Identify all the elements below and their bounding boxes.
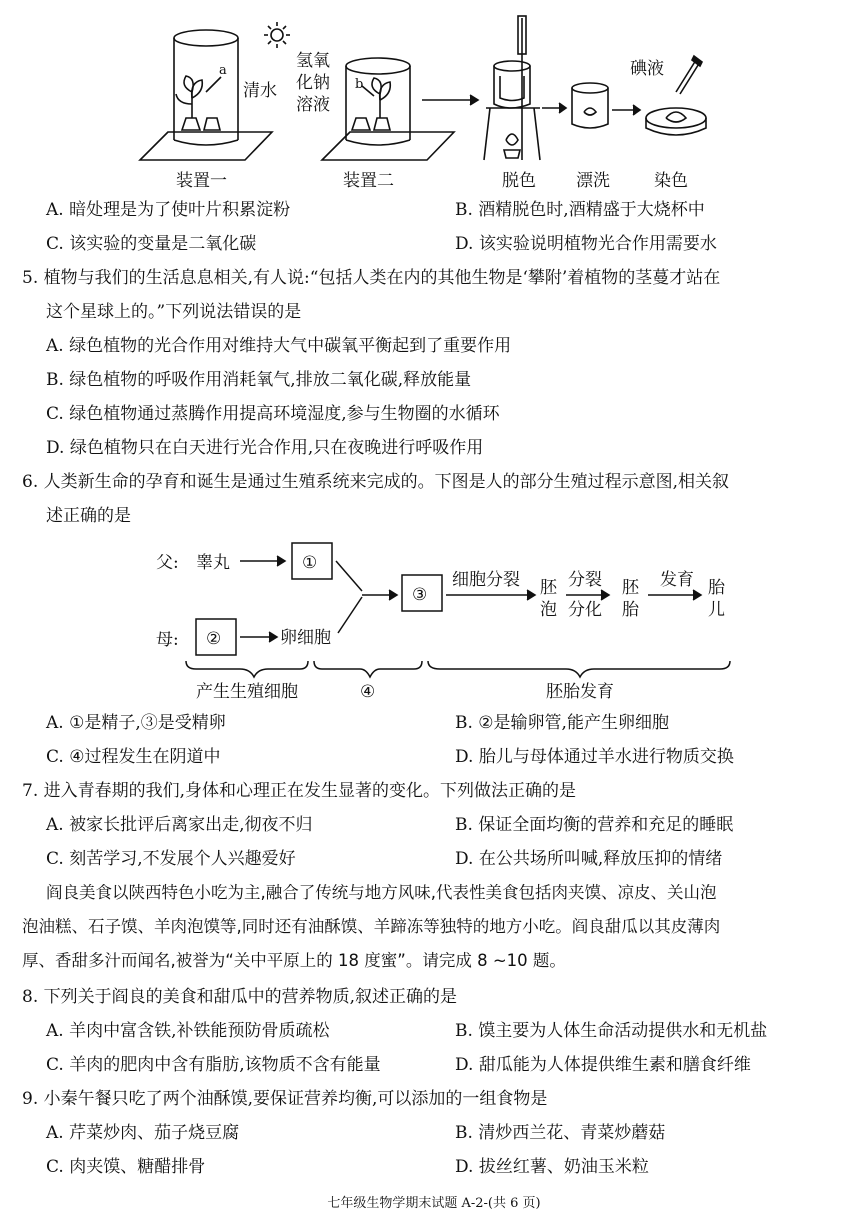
passage-line3: 厚、香甜多汁而闻名,被誉为“关中平原上的 18 度蜜”。请完成 8 ~10 题。 [22,951,566,970]
differentiation-label-2: 分化 [568,600,602,620]
q7-option-b: B. 保证全面均衡的营养和充足的睡眠 [455,815,734,835]
step-rinse-caption: 漂洗 [576,171,610,191]
sun-icon [264,22,290,48]
box-2-label: ② [206,629,222,649]
develop-label: 发育 [660,570,694,590]
passage-line1: 阎良美食以陕西特色小吃为主,融合了传统与地方风味,代表性美食包括肉夹馍、凉皮、关山泡 [46,883,717,902]
decolor-apparatus [484,16,540,160]
dropper-icon [676,56,702,94]
q8-stem: 8. 下列关于阎良的美食和甜瓜中的营养物质,叙述正确的是 [22,987,458,1007]
q8-option-c: C. 羊肉的肥肉中含有脂肪,该物质不含有能量 [46,1055,381,1075]
q5-stem-line1: 5. 植物与我们的生活息息相关,有人说:“包括人类在内的其他生物是‘攀附’着植物的茎蔓才站在 [22,268,721,288]
q4-option-d: D. 该实验说明植物光合作用需要水 [455,234,717,254]
q5-option-a: A. 绿色植物的光合作用对维持大气中碳氧平衡起到了重要作用 [46,336,512,356]
mother-label: 母: [156,630,179,650]
egg-label: 卵细胞 [280,628,331,648]
naoh-label-1: 氢氧 [296,51,330,71]
q8-option-b: B. 馍主要为人体生命活动提供水和无机盐 [455,1021,768,1041]
q7-option-c: C. 刻苦学习,不发展个人兴趣爱好 [46,849,296,869]
blastocyst-label-1: 胚 [540,578,557,598]
brace-label-germ-cells: 产生生殖细胞 [196,682,298,702]
q8-option-a: A. 羊肉中富含铁,补铁能预防骨质疏松 [46,1021,330,1041]
step-stain-caption: 染色 [654,171,688,191]
q8-option-d: D. 甜瓜能为人体提供维生素和膳食纤维 [455,1055,751,1075]
q6-option-d: D. 胎儿与母体通过羊水进行物质交换 [455,747,734,767]
q7-stem: 7. 进入青春期的我们,身体和心理正在发生显著的变化。下列做法正确的是 [22,781,577,801]
step-decolor-caption: 脱色 [502,171,536,191]
father-label: 父: [156,553,179,573]
device-one-caption: 装置一 [176,171,227,191]
q4-option-a: A. 暗处理是为了使叶片积累淀粉 [46,200,291,220]
brace-label-4: ④ [360,682,376,702]
q9-option-b: B. 清炒西兰花、青菜炒蘑菇 [455,1123,666,1143]
device-two-jar [322,58,454,160]
device-two-caption: 装置二 [343,171,394,191]
q9-option-c: C. 肉夹馍、糖醋排骨 [46,1157,206,1177]
differentiation-label-1: 分裂 [568,570,602,590]
iodine-label: 碘液 [630,59,664,79]
fetus-label-2: 儿 [708,600,725,620]
q6-stem-line1: 6. 人类新生命的孕育和诞生是通过生殖系统来完成的。下图是人的部分生殖过程示意图,相关叙 [22,472,730,492]
naoh-label-2: 化钠 [296,73,330,93]
reproduction-diagram [0,535,868,705]
q9-option-a: A. 芹菜炒肉、茄子烧豆腐 [46,1123,240,1143]
rinse-beaker [572,83,608,128]
box-3-label: ③ [412,585,428,605]
petri-dish [646,108,706,135]
q9-option-d: D. 拔丝红薯、奶油玉米粒 [455,1157,649,1177]
q4-option-b: B. 酒精脱色时,酒精盛于大烧杯中 [455,200,705,220]
q4-option-c: C. 该实验的变量是二氧化碳 [46,234,257,254]
embryo-label-2: 胎 [622,600,639,620]
blastocyst-label-2: 泡 [540,600,557,620]
q5-option-b: B. 绿色植物的呼吸作用消耗氧气,排放二氧化碳,释放能量 [46,370,472,390]
passage-line2: 泡油糕、石子馍、羊肉泡馍等,同时还有油酥馍、羊蹄冻等独特的地方小吃。阎良甜瓜以其皮薄肉 [22,917,721,936]
brace-label-embryo-dev: 胚胎发育 [546,682,614,702]
division-label: 细胞分裂 [452,570,520,590]
q5-stem-line2: 这个星球上的。”下列说法错误的是 [46,302,302,322]
q6-option-b: B. ②是输卵管,能产生卵细胞 [455,713,669,733]
q5-option-c: C. 绿色植物通过蒸腾作用提高环境湿度,参与生物圈的水循环 [46,404,500,424]
leaf-a-label: a [219,63,227,78]
testis-label: 睾丸 [196,553,230,573]
q7-option-d: D. 在公共场所叫喊,释放压抑的情绪 [455,849,723,869]
q9-stem: 9. 小秦午餐只吃了两个油酥馍,要保证营养均衡,可以添加的一组食物是 [22,1089,548,1109]
q7-option-a: A. 被家长批评后离家出走,彻夜不归 [46,815,313,835]
q6-stem-line2: 述正确的是 [46,506,131,526]
embryo-label-1: 胚 [622,578,639,598]
box-1-label: ① [302,553,318,573]
water-label: 清水 [243,81,277,101]
fetus-label-1: 胎 [708,578,725,598]
experiment-figure [0,0,868,195]
q5-option-d: D. 绿色植物只在白天进行光合作用,只在夜晚进行呼吸作用 [46,438,484,458]
page-footer: 七年级生物学期末试题 A-2-(共 6 页) [327,1196,541,1211]
q6-option-c: C. ④过程发生在阴道中 [46,747,221,767]
leaf-b-label: b [355,77,364,92]
naoh-label-3: 溶液 [296,95,330,115]
q6-option-a: A. ①是精子,③是受精卵 [46,713,226,733]
